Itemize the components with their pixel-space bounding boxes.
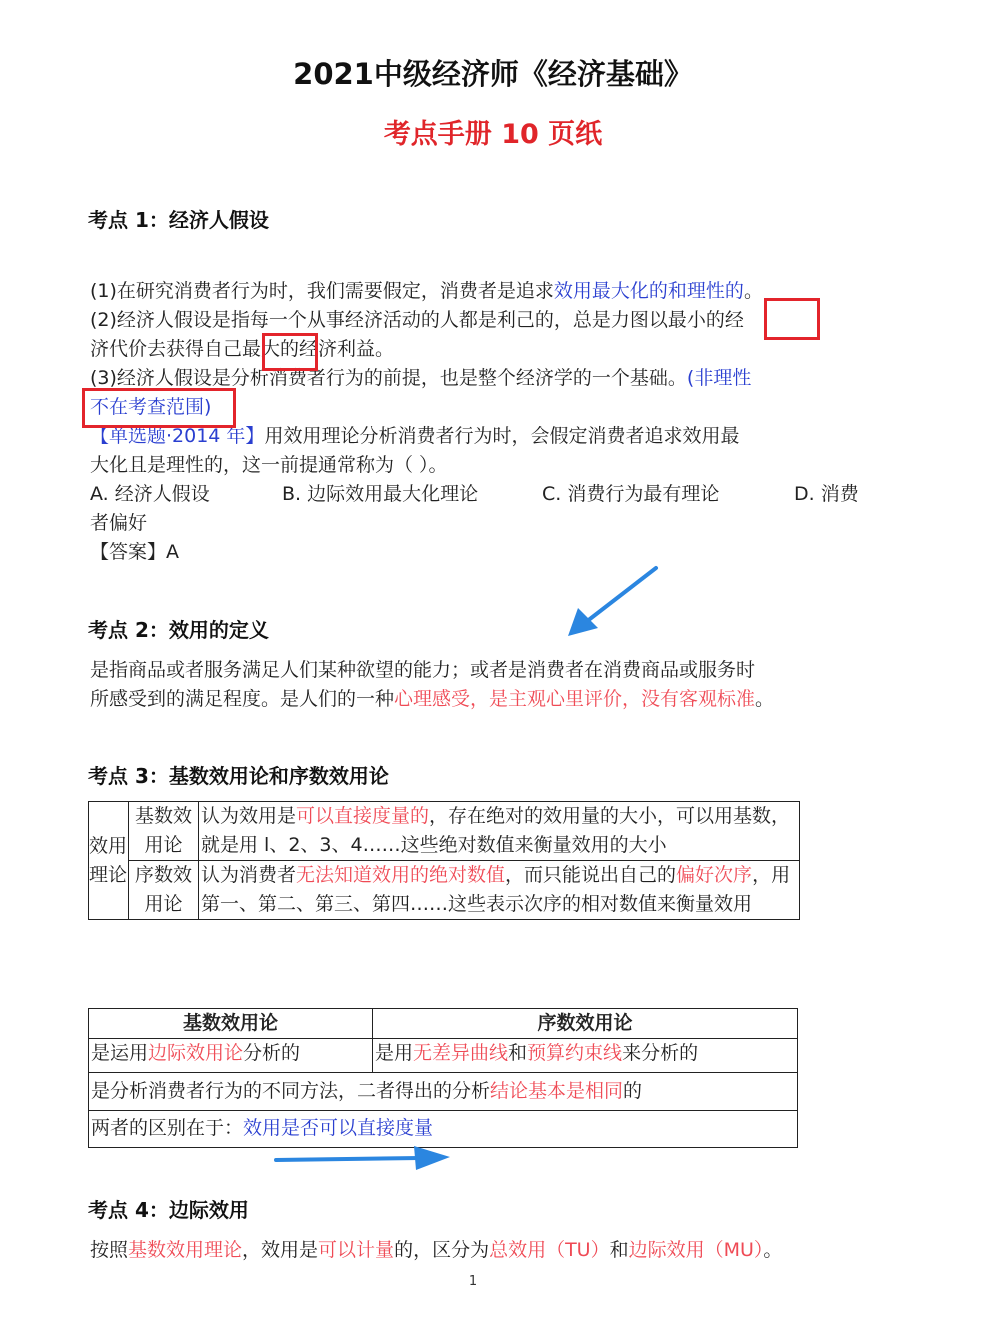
kp4-paragraph: 按照基数效用理论，效用是可以计量的，区分为总效用（TU）和边际效用（MU）。 xyxy=(90,1239,783,1261)
arrow-icon xyxy=(270,1142,456,1176)
annotation-box-scope xyxy=(82,388,236,428)
answer: 【答案】A xyxy=(90,541,179,563)
option-a: A. 经济人假设 xyxy=(90,483,210,505)
arrow-icon xyxy=(556,560,666,644)
document-title: 2021中级经济师《经济基础》 xyxy=(293,57,693,91)
row1-desc: 认为效用是可以直接度量的，存在绝对的效用量的大小，可以用基数，就是用 l、2、3、4……这些绝对数值来衡量效用的大小 xyxy=(199,802,800,861)
cell-cardinal: 是运用边际效用论分析的 xyxy=(89,1039,373,1073)
option-d: D. 消费 xyxy=(794,483,859,505)
row1-label: 基数效用论 xyxy=(129,802,199,861)
comparison-table xyxy=(88,1008,798,1148)
utility-theory-table xyxy=(88,801,800,920)
cell-difference: 两者的区别在于：效用是否可以直接度量 xyxy=(89,1111,798,1148)
kp1-heading: 考点 1：经济人假设 xyxy=(88,208,269,232)
annotation-box-max xyxy=(262,333,318,371)
option-c: C. 消费行为最有理论 xyxy=(542,483,720,505)
kp4-heading: 考点 4：边际效用 xyxy=(88,1198,249,1222)
row2-label: 序数效用论 xyxy=(129,861,199,920)
header-ordinal: 序数效用论 xyxy=(373,1009,798,1039)
kp3-heading: 考点 3：基数效用论和序数效用论 xyxy=(88,764,389,788)
page-number: 1 xyxy=(468,1274,478,1289)
kp2-paragraph: 是指商品或者服务满足人们某种欲望的能力；或者是消费者在消费商品或服务时 所感受到的满足程度。是人们的一种心理感受，是主观心里评价，没有客观标准。 xyxy=(90,659,775,710)
cell-common: 是分析消费者行为的不同方法，二者得出的分析结论基本是相同的 xyxy=(89,1073,798,1111)
kp2-heading: 考点 2：效用的定义 xyxy=(88,618,269,642)
row2-desc: 认为消费者无法知道效用的绝对数值，而只能说出自己的偏好次序，用第一、第二、第三、第四……这些表示次序的相对数值来衡量效用 xyxy=(199,861,800,920)
option-b: B. 边际效用最大化理论 xyxy=(282,483,479,505)
header-cardinal: 基数效用论 xyxy=(89,1009,373,1039)
table-group-cell: 效用理论 xyxy=(89,802,129,920)
document-subtitle: 考点手册 10 页纸 xyxy=(383,119,603,150)
cell-ordinal: 是用无差异曲线和预算约束线来分析的 xyxy=(373,1039,798,1073)
annotation-box-min xyxy=(764,298,820,340)
kp1-paragraph: (1)在研究消费者行为时，我们需要假定，消费者是追求效用最大化的和理性的。 (2)经济人假设是指每一个从事经济活动的人都是利己的，总是力图以最小的经 济代价去获得自己最大的经济利益。 (3)经济人假设是分析消费者行为的前提，也是整个经济学的一个基础。(非理性 不在考查范围) 【单选题·2014 年】用效用理论分析消费者行为时，会假定消费者追求效用最 大化且是理性的，这一前提通常称为（ ）。 A. 经济人假设 B. 边际效用最大化理论 C. 消费行为最有理论 D. 消费 者偏好 【答案】A xyxy=(90,277,880,567)
